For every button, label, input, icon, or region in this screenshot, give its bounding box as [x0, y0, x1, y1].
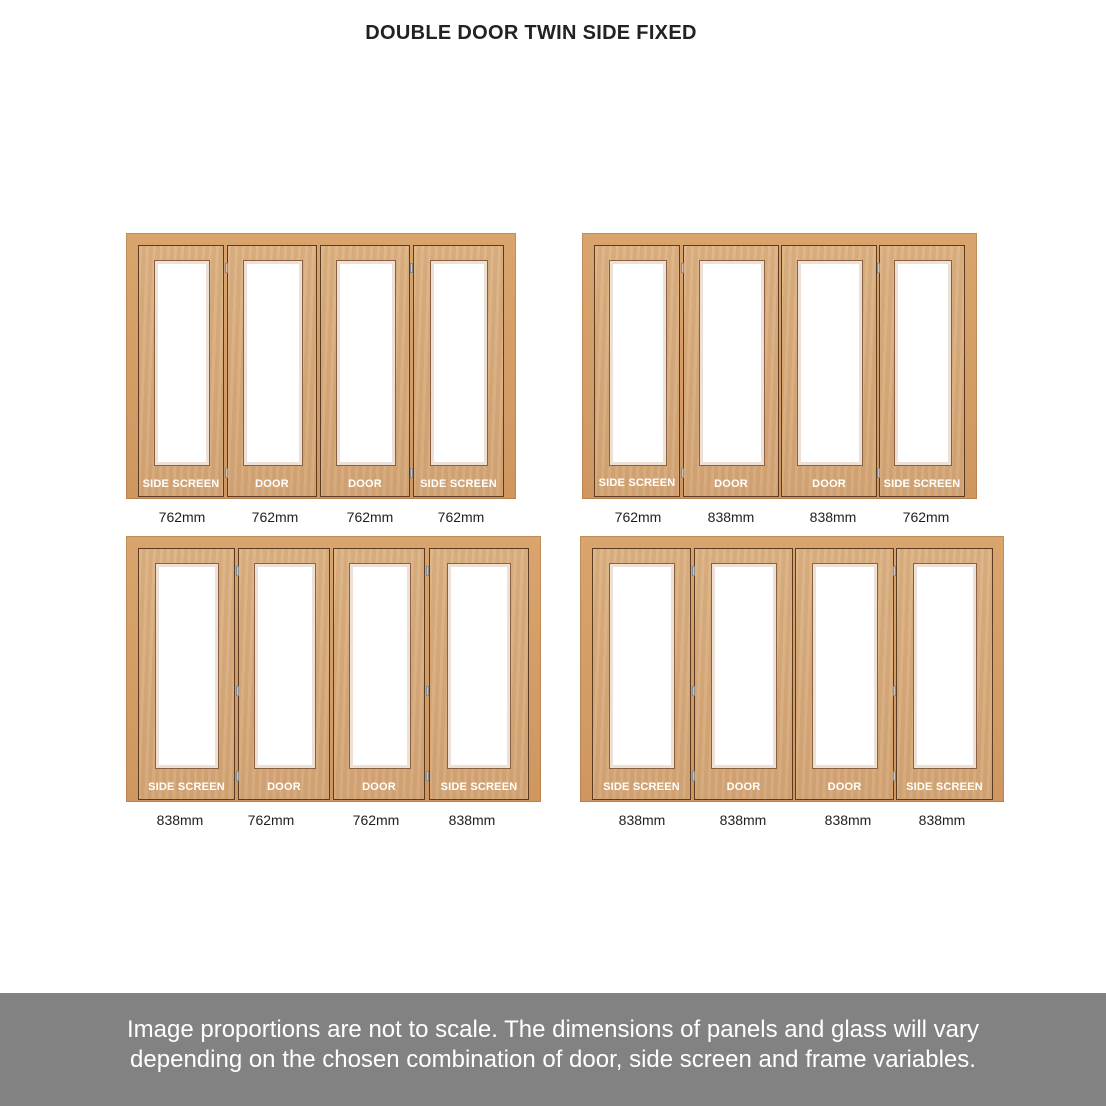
hinge-icon [225, 468, 228, 478]
hinge-icon [426, 771, 429, 781]
hinge-icon [410, 468, 413, 478]
door-set-3 [126, 536, 541, 836]
panel-label: DOOR [812, 478, 846, 490]
width-label: 838mm [707, 509, 755, 525]
glass-pane [430, 260, 488, 466]
disclaimer-line-1: Image proportions are not to scale. The dimensions of panels and glass will vary [126, 1016, 979, 1043]
width-label: 762mm [437, 509, 485, 525]
hinge-icon [877, 263, 880, 273]
panel-label: DOOR [726, 781, 761, 793]
side-screen-panel [879, 245, 965, 497]
panel-label: SIDE SCREEN [420, 478, 497, 490]
side-screen-panel [592, 548, 691, 800]
disclaimer-text [0, 1015, 1106, 1075]
width-label: 762mm [158, 509, 206, 525]
side-screen-panel [138, 548, 235, 800]
hinge-icon [236, 686, 239, 696]
glass-pane [812, 563, 878, 769]
glass-pane [699, 260, 765, 466]
side-screen-panel [594, 245, 680, 497]
disclaimer-line-2: depending on the chosen combination of door, side screen and frame variables. [130, 1046, 976, 1073]
panel-label: DOOR [348, 478, 382, 490]
width-label: 762mm [247, 812, 295, 828]
panel-label: DOOR [827, 781, 862, 793]
glass-pane [447, 563, 511, 769]
panel-label: SIDE SCREEN [906, 781, 983, 793]
hinge-icon [692, 771, 695, 781]
width-label: 762mm [614, 509, 662, 525]
hinge-icon [426, 686, 429, 696]
panel-label: SIDE SCREEN [598, 477, 676, 489]
glass-pane [349, 563, 411, 769]
panel-label: SIDE SCREEN [142, 478, 220, 490]
door-panel [683, 245, 779, 497]
glass-pane [254, 563, 316, 769]
glass-pane [155, 563, 219, 769]
glass-pane [797, 260, 863, 466]
panel-label: DOOR [362, 781, 396, 793]
door-panel [333, 548, 425, 800]
width-label: 838mm [809, 509, 857, 525]
hinge-icon [426, 566, 429, 576]
glass-pane [609, 563, 675, 769]
glass-pane [913, 563, 977, 769]
side-screen-panel [429, 548, 529, 800]
width-label: 838mm [918, 812, 966, 828]
panel-label: DOOR [714, 478, 748, 490]
hinge-icon [225, 263, 228, 273]
width-label: 838mm [156, 812, 204, 828]
panel-label: DOOR [267, 781, 301, 793]
width-label: 762mm [352, 812, 400, 828]
width-label: 762mm [346, 509, 394, 525]
hinge-icon [692, 566, 695, 576]
panel-label: SIDE SCREEN [440, 781, 518, 793]
side-screen-panel [138, 245, 224, 497]
door-panel [795, 548, 894, 800]
door-set-1 [126, 233, 516, 533]
door-panel [227, 245, 317, 497]
glass-pane [154, 260, 210, 466]
panel-label: SIDE SCREEN [148, 781, 225, 793]
door-set-2 [582, 233, 977, 533]
hinge-icon [410, 263, 413, 273]
hinge-icon [893, 686, 896, 696]
door-panel [781, 245, 877, 497]
width-label: 838mm [824, 812, 872, 828]
hinge-icon [236, 566, 239, 576]
panel-label: DOOR [255, 478, 289, 490]
hinge-icon [893, 566, 896, 576]
hinge-icon [236, 771, 239, 781]
glass-pane [894, 260, 952, 466]
side-screen-panel [413, 245, 504, 497]
width-label: 838mm [448, 812, 496, 828]
page-title: DOUBLE DOOR TWIN SIDE FIXED [365, 22, 697, 44]
disclaimer-banner [0, 993, 1106, 1106]
panel-label: SIDE SCREEN [883, 478, 961, 490]
door-set-4 [580, 536, 1004, 836]
width-label: 838mm [719, 812, 767, 828]
width-label: 838mm [618, 812, 666, 828]
glass-pane [609, 260, 667, 466]
hinge-icon [877, 468, 880, 478]
hinge-icon [681, 468, 684, 478]
panel-label: SIDE SCREEN [603, 781, 680, 793]
glass-pane [243, 260, 303, 466]
door-panel [320, 245, 410, 497]
side-screen-panel [896, 548, 993, 800]
door-panel [238, 548, 330, 800]
width-label: 762mm [902, 509, 950, 525]
hinge-icon [681, 263, 684, 273]
hinge-icon [692, 686, 695, 696]
hinge-icon [893, 771, 896, 781]
width-label: 762mm [251, 509, 299, 525]
glass-pane [711, 563, 777, 769]
door-panel [694, 548, 793, 800]
glass-pane [336, 260, 396, 466]
